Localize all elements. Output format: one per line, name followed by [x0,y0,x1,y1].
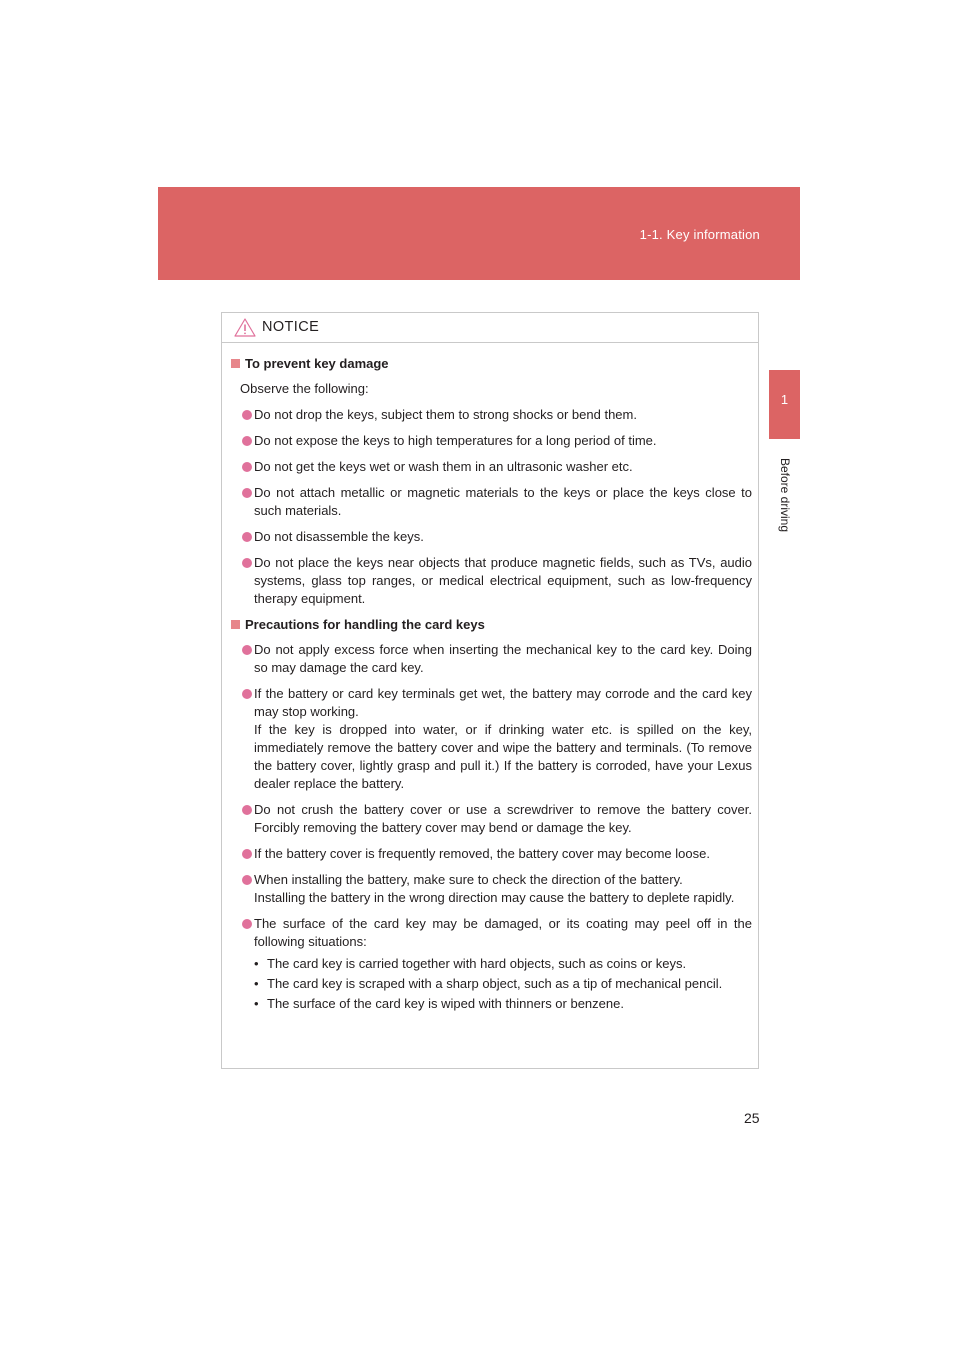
list-item: Do not place the keys near objects that produce magnetic fields, such as TVs, audio systems, glass top ranges, or medical electrical equipment, such as low-frequency therapy equipment. [231,554,752,608]
list-item: Do not attach metallic or magnetic materials to the keys or place the keys close to such materials. [231,484,752,520]
list-item: Do not get the keys wet or wash them in an ultrasonic washer etc. [231,458,752,476]
notice-header [222,313,758,343]
chapter-tab [769,370,800,439]
sub-list-item: • The surface of the card key is wiped with thinners or benzene. [254,995,752,1013]
chapter-label: Before driving [778,457,792,533]
round-bullet-icon [242,436,252,446]
list-item: Do not expose the keys to high temperatures for a long period of time. [231,432,752,450]
chapter-number: 1 [780,392,789,407]
round-bullet-icon [242,410,252,420]
notice-body [222,343,758,1013]
section-title: 1-1. Key information [639,227,760,242]
notice-title: NOTICE [262,319,320,335]
round-bullet-icon [242,689,252,699]
sub-list [254,955,752,1013]
section-heading: Precautions for handling the card keys [231,616,752,634]
round-bullet-icon [242,875,252,885]
section-heading: To prevent key damage [231,355,752,373]
section-intro: Observe the following: [240,381,369,396]
round-bullet-icon [242,849,252,859]
list-item: Do not disassemble the keys. [231,528,752,546]
list-item: If the battery cover is frequently removed, the battery cover may become loose. [231,845,752,863]
list-item: The surface of the card key may be damaged, or its coating may peel off in the following situations: • The card key is carried together with hard objects, such as coins or keys. • The card key is scraped with a sharp object, such as a tip of mechanical pencil. • The surface of the card key is wiped with thinners or benzene. [231,915,752,1013]
sub-list-item: • The card key is carried together with hard objects, such as coins or keys. [254,955,752,973]
round-bullet-icon [242,462,252,472]
round-bullet-icon [242,805,252,815]
round-bullet-icon [242,645,252,655]
list-item: When installing the battery, make sure to check the direction of the battery. Installing the battery in the wrong direction may cause the battery to deplete rapidly. [231,871,752,907]
list-item: Do not apply excess force when inserting the mechanical key to the card key. Doing so may damage the card key. [231,641,752,677]
notice-box [221,312,759,1069]
round-bullet-icon [242,532,252,542]
round-bullet-icon [242,919,252,929]
page-number: 25 [744,1110,760,1126]
warning-triangle-icon [234,318,256,337]
list-item: If the battery or card key terminals get wet, the battery may corrode and the card key may stop working. If the key is dropped into water, or if drinking water etc. is spilled on the key, immediately remove the battery cover and wipe the battery and terminals. (To remove the battery cover, lightly grasp and pull it.) If the battery is corroded, have your Lexus dealer replace the battery. [231,685,752,793]
header-band [158,187,800,280]
round-bullet-icon [242,488,252,498]
sub-list-item: • The card key is scraped with a sharp object, such as a tip of mechanical pencil. [254,975,752,993]
square-bullet-icon [231,620,240,629]
list-item: Do not drop the keys, subject them to strong shocks or bend them. [231,406,752,424]
square-bullet-icon [231,359,240,368]
round-bullet-icon [242,558,252,568]
list-item: Do not crush the battery cover or use a screwdriver to remove the battery cover. Forcibly removing the battery cover may bend or damage the key. [231,801,752,837]
